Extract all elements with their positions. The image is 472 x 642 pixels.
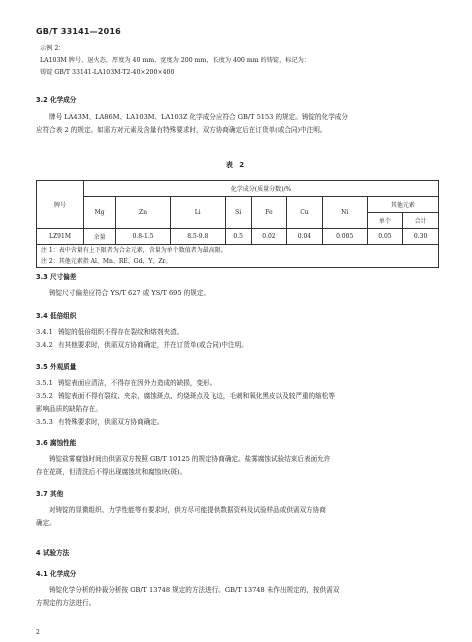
- section-3-7-para-line1: 对铸锭的显微组织、力学性能等有要求时，供方尽可能提供数据资料及试验样品或供需双方协商: [49, 506, 326, 514]
- clause-text: 铸锭表面不得有裂纹、夹杂、腐蚀斑点、灼烧斑点及飞边，毛刺和氧化黑皮以及较严重的缩松等: [58, 392, 335, 400]
- section-3-3-para: 铸锭尺寸偏差应符合 YS/T 627 或 YS/T 695 的规定。: [49, 289, 211, 297]
- clause-number: 3.4.2: [36, 341, 53, 349]
- col-header-element: Zn: [116, 197, 171, 229]
- section-3-2-para-line1: 牌号 LA43M、LA86M、LA103M、LA103Z 化学成分应符合 GB/T 5153 的规定。铸锭的化学成分: [49, 113, 348, 121]
- col-header-element: Fe: [251, 197, 287, 229]
- table-cell: 0.05: [367, 229, 403, 245]
- section-4-1-heading: 4.1 化学成分: [36, 570, 77, 578]
- col-header-element: Ni: [322, 197, 367, 229]
- col-header-other-total: 合计: [403, 213, 439, 229]
- clause-text: 铸锭的低倍组织不得存在裂纹和熔剂夹渣。: [58, 328, 184, 336]
- section-3-7-para-line2: 确定。: [36, 519, 56, 527]
- table-2: [36, 180, 439, 268]
- table-cell: 0.5: [225, 229, 251, 245]
- table-2-caption: 表 2: [225, 161, 247, 169]
- page-number: 2: [36, 629, 40, 636]
- section-4-1-para-line2: 方规定的方法进行。: [36, 599, 96, 607]
- table-cell: 0.30: [403, 229, 439, 245]
- table-cell: 余量: [84, 229, 116, 245]
- clause-3-5-3: [36, 416, 164, 429]
- section-4-heading: 4 试验方法: [36, 549, 70, 557]
- col-header-grade: 牌号: [37, 181, 84, 229]
- section-3-6-para-line1: 铸锭盐雾腐蚀时间由供需双方按照 GB/T 10125 的规定协商确定。盐雾腐蚀试验结束后表面允许: [49, 455, 331, 463]
- col-header-other-elements: 其他元素: [367, 197, 438, 213]
- example-title: 示例 2：: [40, 45, 65, 52]
- section-3-3-heading: 3.3 尺寸偏差: [36, 273, 77, 281]
- section-3-2-para-line2: 应符合表 2 的规定。如需方对元素及含量有特殊要求时，双方协商确定后在订货单(或合同)中注明。: [36, 126, 327, 134]
- example-line-1: LA103M 牌号，退火态，厚度为 40 mm，宽度为 200 mm，长度为 400 mm 的铸锭，标记为：: [40, 57, 311, 64]
- col-header-other-single: 单个: [367, 213, 403, 229]
- col-header-element: Li: [170, 197, 225, 229]
- table-row: [37, 229, 439, 245]
- clause-number: 3.4.1: [36, 328, 53, 336]
- section-3-6-para-line2: 存在花斑，但清洗后不得出现腐蚀坑和腐蚀块(斑)。: [36, 468, 187, 476]
- clause-number: 3.5.3: [36, 418, 53, 426]
- section-3-6-heading: 3.6 腐蚀性能: [36, 439, 77, 447]
- col-header-chem-composition: 化学成分(质量分数)/%: [84, 181, 439, 197]
- clause-text: 有特殊要求时，供需双方协商确定。: [58, 418, 164, 426]
- col-header-element: Si: [225, 197, 251, 229]
- table-cell: LZ91M: [37, 229, 84, 245]
- table-note-1: 注 1：表中含量有上下限者为合金元素，含量为单个数值者为最高限。: [41, 247, 227, 254]
- clause-3-4-2: [36, 339, 248, 352]
- table-cell: 0.04: [287, 229, 323, 245]
- table-note-2: 注 2：其他元素指 Al、Mn、RE、Gd、Y、Zr。: [41, 258, 172, 265]
- clause-text: 铸锭表面应清洁，不得存在因外力造成的缺损，变形。: [58, 379, 217, 387]
- table-cell: 0.005: [322, 229, 367, 245]
- clause-3-5-2-continued: 影响品质的缺陷存在。: [36, 405, 102, 413]
- section-4-1-para-line1: 铸锭化学分析的仲裁分析按 GB/T 13748 规定的方法进行。GB/T 13748 未作出规定的，按供需双: [49, 586, 340, 594]
- table-cell: 0.8-1.5: [116, 229, 171, 245]
- clause-number: 3.5.1: [36, 379, 53, 387]
- section-3-7-heading: 3.7 其他: [36, 490, 64, 498]
- section-3-4-heading: 3.4 低倍组织: [36, 312, 77, 320]
- section-3-5-heading: 3.5 外观质量: [36, 363, 77, 371]
- clause-number: 3.5.2: [36, 392, 53, 400]
- section-3-2-heading: 3.2 化学成分: [36, 96, 77, 104]
- clause-3-4-1: [36, 326, 183, 339]
- standard-code-header: GB/T 33141—2016: [36, 27, 121, 36]
- table-notes: [37, 245, 439, 268]
- example-line-2: 铸锭 GB/T 33141-LA103M-T2-40×200×400: [40, 69, 175, 76]
- clause-text: 有其他要求时，供需双方协商确定，并在订货单(或合同)中注明。: [58, 341, 248, 349]
- col-header-element: Mg: [84, 197, 116, 229]
- col-header-element: Cu: [287, 197, 323, 229]
- clause-3-5-1: [36, 377, 216, 390]
- table-cell: 8.5-9.8: [170, 229, 225, 245]
- table-cell: 0.02: [251, 229, 287, 245]
- clause-3-5-2: [36, 390, 335, 403]
